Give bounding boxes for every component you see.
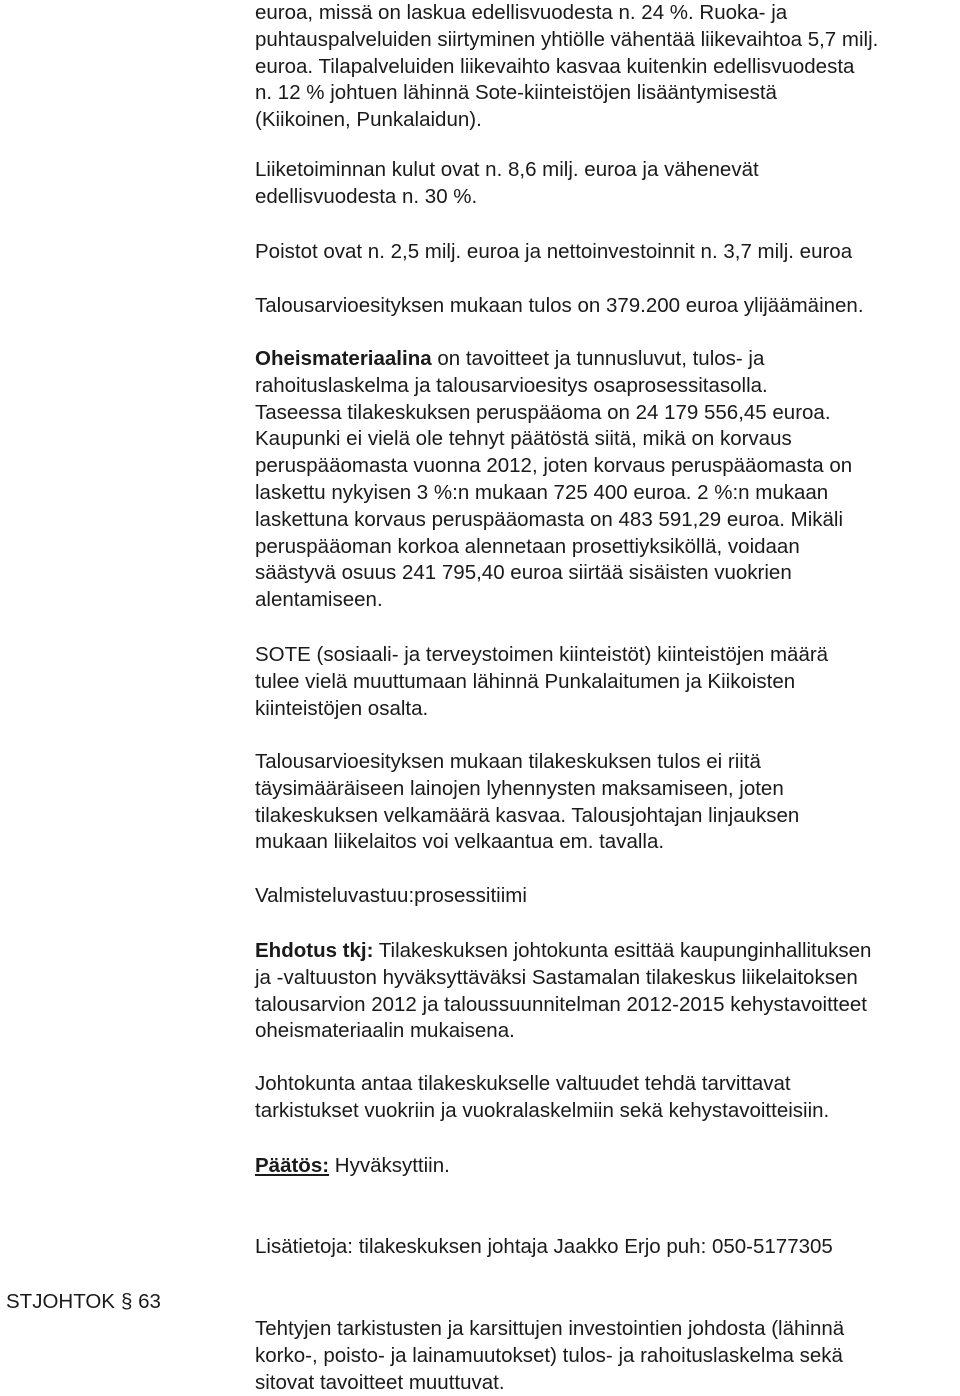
proposal-paragraph	[255, 938, 945, 1045]
section-label	[6, 1289, 161, 1316]
text-line: Kaupunki ei vielä ole tehnyt päätöstä siitä, mikä on korvaus	[255, 427, 792, 451]
next-item-paragraph	[255, 1316, 945, 1396]
section-mark: §	[120, 1290, 133, 1313]
text-line: rahoituslaskelma ja talousarvioesitys osaprosessitasolla.	[255, 373, 768, 397]
loans-paragraph	[255, 749, 945, 856]
proposal-label: Ehdotus tkj:	[255, 939, 374, 962]
text-line: laskettu nykyisen 3 %:n mukaan 725 400 euroa. 2 %:n mukaan	[255, 480, 829, 504]
text-line	[255, 346, 945, 373]
text-line: Lisätietoja: tilakeskuksen johtaja Jaakko Erjo puh: 050-5177305	[255, 1235, 833, 1258]
text-line: tilakeskuksen velkamäärä kasvaa. Talousjohtajan linjauksen	[255, 803, 800, 827]
text-line: Liiketoiminnan kulut ovat n. 8,6 milj. euroa ja vähenevät	[255, 158, 759, 181]
text-line: peruspääomasta vuonna 2012, joten korvaus peruspääomasta on	[255, 454, 853, 478]
text-line: kiinteistöjen osalta.	[255, 696, 429, 720]
responsibility-line	[255, 883, 945, 910]
text-line: n. 12 % johtuen lähinnä Sote-kiinteistöjen lisääntymisestä	[255, 81, 777, 105]
decision-label: Päätös:	[255, 1154, 330, 1177]
text-line: säästyvä osuus 241 795,40 euroa siirtää sisäisten vuokrien	[255, 561, 792, 585]
text-line: täysimääräiseen lainojen lyhennysten maksamiseen, joten	[255, 776, 784, 800]
text-line: Talousarvioesityksen mukaan tilakeskuksen tulos ei riitä	[255, 750, 761, 773]
text-line	[255, 1153, 945, 1180]
text-line: ja -valtuuston hyväksyttäväksi Sastamalan tilakeskus liikelaitoksen	[255, 965, 858, 989]
text-line: mukaan liikelaitos voi velkaantua em. tavalla.	[255, 830, 665, 854]
budget-result-paragraph	[255, 293, 945, 320]
text-line: edellisvuodesta n. 30 %.	[255, 184, 478, 208]
text-line: Poistot ovat n. 2,5 milj. euroa ja nettoinvestoinnit n. 3,7 milj. euroa	[255, 240, 853, 263]
text-line: Tehtyjen tarkistusten ja karsittujen investointien johdosta (lähinnä	[255, 1317, 845, 1340]
section-code: STJOHTOK	[6, 1290, 115, 1313]
section-number: 63	[138, 1290, 161, 1313]
costs-paragraph	[255, 157, 945, 211]
text-line: Johtokunta antaa tilakeskukselle valtuudet tehdä tarvittavat	[255, 1072, 791, 1095]
depreciation-paragraph	[255, 239, 945, 266]
text-line: tulee vielä muuttumaan lähinnä Punkalaitumen ja Kiikoisten	[255, 669, 796, 693]
text-line	[255, 938, 945, 965]
decision-text: Hyväksyttiin.	[329, 1154, 450, 1177]
text-line: euroa, missä on laskua edellisvuodesta n. 24 %. Ruoka- ja	[255, 1, 788, 24]
text-line: peruspääoman korkoa alennetaan prosettiyksiköllä, voidaan	[255, 534, 800, 558]
text-line: Taseessa tilakeskuksen peruspääoma on 24 179 556,45 euroa.	[255, 400, 831, 424]
text-line: sitovat tavoitteet muuttuvat.	[255, 1370, 505, 1394]
text-line: laskettuna korvaus peruspääomasta on 483 591,29 euroa. Mikäli	[255, 507, 844, 531]
text-line: korko-, poisto- ja lainamuutokset) tulos- ja rahoituslaskelma sekä	[255, 1343, 843, 1367]
text-line: Talousarvioesityksen mukaan tulos on 379.200 euroa ylijäämäinen.	[255, 294, 864, 317]
sote-paragraph	[255, 642, 945, 722]
proposal-first-line: Tilakeskuksen johtokunta esittää kaupunginhallituksen	[373, 939, 872, 962]
decision-line	[255, 1153, 945, 1180]
text-line: euroa. Tilapalveluiden liikevaihto kasvaa kuitenkin edellisvuodesta	[255, 54, 855, 78]
text-line: puhtauspalveluiden siirtyminen yhtiölle vähentää liikevaihtoa 5,7 milj.	[255, 27, 879, 51]
text-line: tarkistukset vuokriin ja vuokralaskelmiin sekä kehystavoitteisiin.	[255, 1098, 830, 1122]
text-line: alentamiseen.	[255, 588, 383, 612]
contact-line	[255, 1234, 945, 1261]
attachment-first-line: on tavoitteet ja tunnusluvut, tulos- ja	[431, 347, 765, 370]
text-line: SOTE (sosiaali- ja terveystoimen kiinteistöt) kiinteistöjen määrä	[255, 643, 829, 666]
text-line: Valmisteluvastuu:prosessitiimi	[255, 884, 527, 907]
text-line: oheismateriaalin mukaisena.	[255, 1019, 515, 1043]
attachment-label: Oheismateriaalina	[255, 347, 432, 370]
text-line: (Kiikoinen, Punkalaidun).	[255, 108, 482, 132]
board-paragraph	[255, 1071, 945, 1125]
intro-paragraph	[255, 0, 945, 134]
attachment-paragraph	[255, 346, 945, 614]
text-line: talousarvion 2012 ja taloussuunnitelman 2012-2015 kehystavoitteet	[255, 992, 867, 1016]
